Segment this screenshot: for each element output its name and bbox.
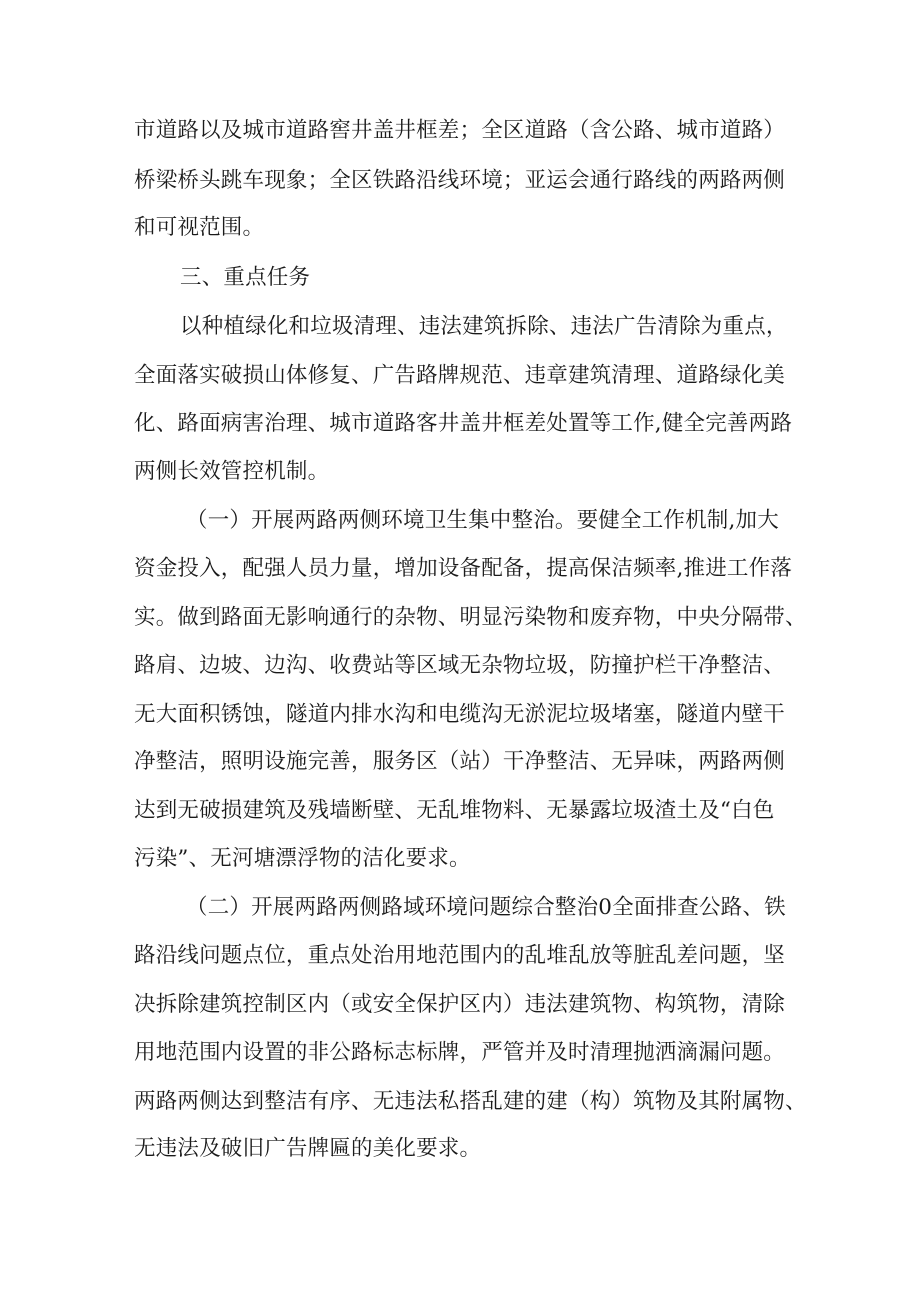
body-text-line: 无大面积锈蚀，隧道内排水沟和电缆沟无淤泥垃圾堵塞，隧道内壁干 bbox=[134, 702, 786, 727]
body-text-line: 用地范围内设置的非公路标志标牌，严管并及时清理抛洒滴漏问题。 bbox=[134, 1040, 786, 1065]
section-heading: 三、重点任务 bbox=[180, 265, 311, 290]
body-text-line: 净整洁，照明设施完善，服务区（站）干净整洁、无异味，两路两侧 bbox=[134, 749, 786, 774]
body-text-line: 达到无破损建筑及残墙断壁、无乱堆物料、无暴露垃圾渣土及“白色 bbox=[134, 798, 775, 823]
body-text-line: 两路两侧达到整洁有序、无违法私搭乱建的建（构）筑物及其附属物、 bbox=[134, 1089, 807, 1114]
body-text-line: 两侧长效管控机制。 bbox=[134, 459, 330, 484]
body-text-line: 无违法及破旧广告牌匾的美化要求。 bbox=[134, 1136, 482, 1161]
body-text-line: 桥梁桥头跳车现象；全区铁路沿线环境；亚运会通行路线的两路两侧 bbox=[134, 168, 786, 193]
body-text-line: 路沿线问题点位，重点处治用地范围内的乱堆乱放等脏乱差问题，坚 bbox=[134, 943, 786, 968]
body-text-line: 资金投入，配强人员力量，增加设备配备，提高保洁频率,推进工作落 bbox=[134, 556, 793, 581]
body-text-line: 实。做到路面无影响通行的杂物、明显污染物和废弃物，中央分隔带、 bbox=[134, 605, 807, 630]
paragraph-first-line: 以种植绿化和垃圾清理、违法建筑拆除、违法广告清除为重点， bbox=[180, 314, 788, 339]
body-text-line: 和可视范围。 bbox=[134, 215, 265, 240]
body-text-line: 全面落实破损山体修复、广告路牌规范、违章建筑清理、道路绿化美 bbox=[134, 363, 786, 388]
body-text-line: 污染”、无河塘漂浮物的洁化要求。 bbox=[134, 846, 471, 871]
body-text-line: 市道路以及城市道路窖井盖井框差；全区道路（含公路、城市道路） bbox=[134, 118, 786, 143]
body-text-line: 路肩、边坡、边沟、收费站等区域无杂物垃圾，防撞护栏干净整洁、 bbox=[134, 653, 786, 678]
paragraph-first-line: （一）开展两路两侧环境卫生集中整治。要健全工作机制,加大 bbox=[186, 508, 779, 533]
body-text-line: 化、路面病害治理、城市道路客井盖井框差处置等工作,健全完善两路 bbox=[134, 411, 793, 436]
paragraph-first-line: （二）开展两路两侧路域环境问题综合整治0全面排查公路、铁 bbox=[186, 895, 786, 920]
body-text-line: 决拆除建筑控制区内（或安全保护区内）违法建筑物、构筑物，清除 bbox=[134, 992, 786, 1017]
